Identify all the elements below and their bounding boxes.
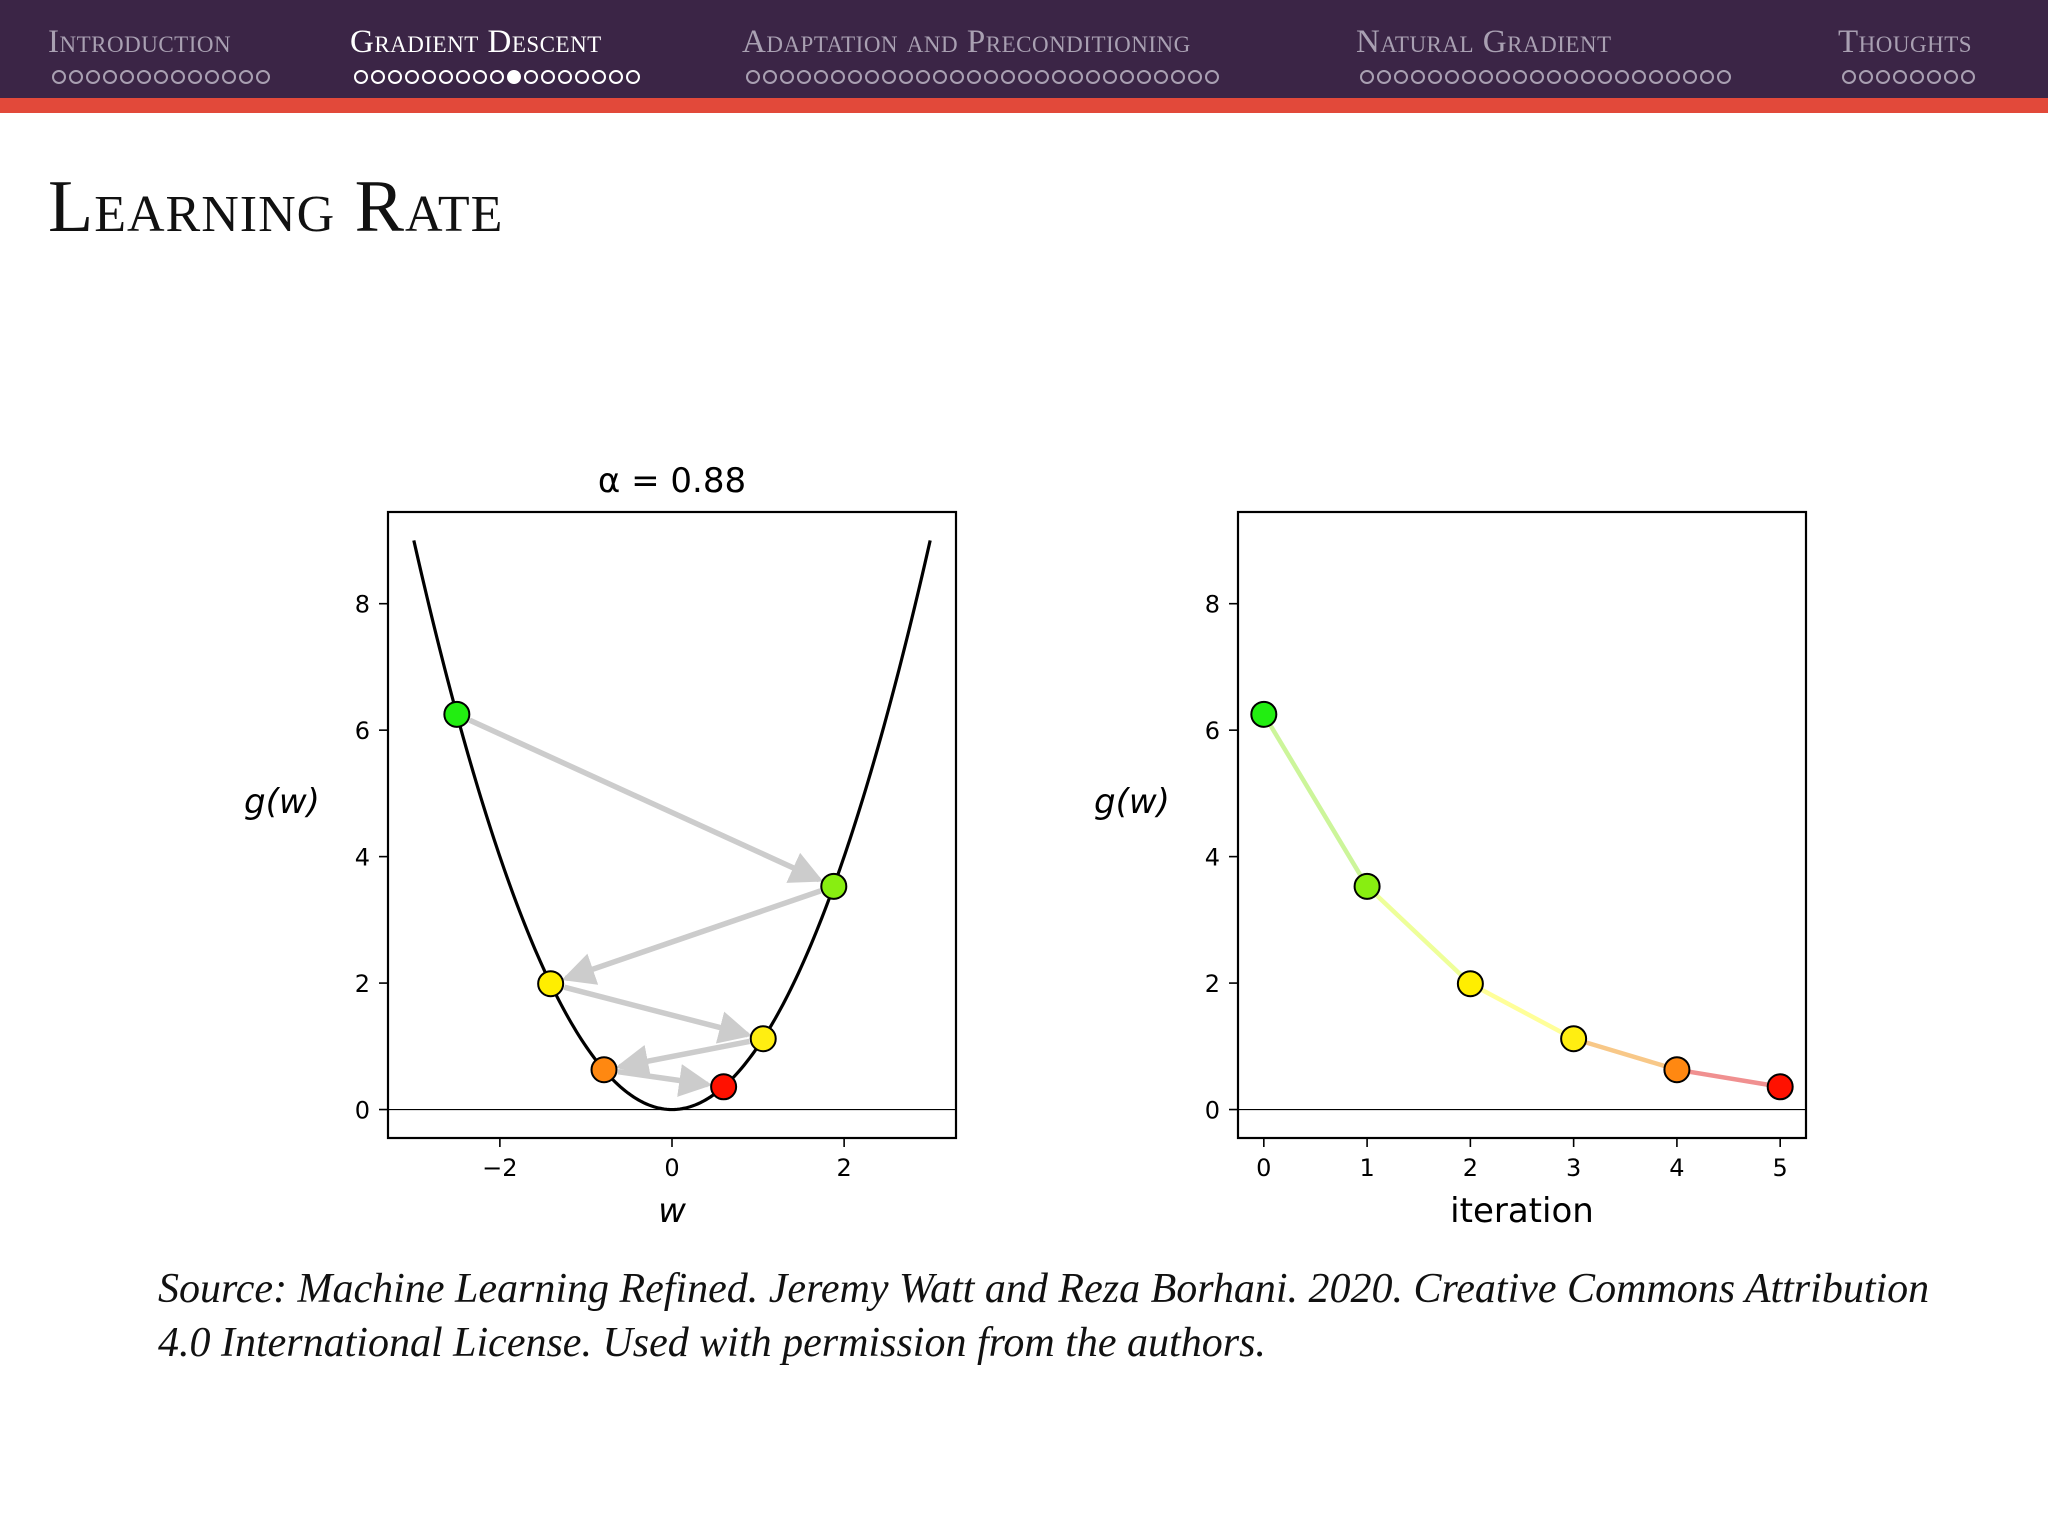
nav-section-thoughts[interactable]: Thoughts xyxy=(1838,24,1973,60)
slide-title: Learning Rate xyxy=(48,166,504,248)
x-tick-label: 5 xyxy=(1772,1154,1788,1182)
y-axis-label: g(w) xyxy=(1094,782,1170,822)
step-arrow xyxy=(618,1072,708,1085)
y-tick-label: 8 xyxy=(1204,590,1220,619)
step-arrow xyxy=(566,891,821,979)
cost-history-segment xyxy=(1470,984,1573,1039)
descent-point xyxy=(751,1026,776,1051)
y-axis-label: g(w) xyxy=(244,782,320,822)
x-tick-label: 2 xyxy=(1462,1154,1479,1182)
y-tick-label: 8 xyxy=(354,590,370,619)
descent-point xyxy=(444,702,469,727)
step-arrow xyxy=(564,987,748,1034)
descent-point xyxy=(592,1057,617,1082)
y-tick-label: 4 xyxy=(354,843,370,872)
x-tick-label: −2 xyxy=(482,1154,518,1182)
y-tick-label: 4 xyxy=(1204,843,1220,872)
plot-frame xyxy=(1238,512,1806,1138)
descent-point xyxy=(711,1074,736,1099)
step-arrow xyxy=(470,720,820,880)
y-tick-label: 2 xyxy=(1204,970,1220,999)
nav-section-gradient-descent[interactable]: Gradient Descent xyxy=(350,24,602,60)
chart-title: α = 0.88 xyxy=(597,461,747,501)
x-axis-label: w xyxy=(658,1191,686,1231)
iteration-point xyxy=(1561,1026,1586,1051)
x-tick-label: 0 xyxy=(1256,1154,1272,1182)
y-tick-label: 6 xyxy=(354,717,370,746)
plot-frame xyxy=(388,512,956,1138)
iteration-point xyxy=(1664,1057,1689,1082)
iteration-point xyxy=(1458,971,1483,996)
source-citation: Source: Machine Learning Refined. Jeremy Watt and Reza Borhani. 2020. Creative Commons Attribution 4.0 International License. Used with permission from the authors. xyxy=(158,1266,1930,1366)
cost-history-segment xyxy=(1677,1070,1780,1087)
cost-history-segment xyxy=(1264,714,1367,886)
nav-section-natural-gradient[interactable]: Natural Gradient xyxy=(1356,24,1612,60)
step-arrow xyxy=(620,1041,750,1066)
x-tick-label: 4 xyxy=(1669,1154,1685,1182)
x-axis-label: iteration xyxy=(1450,1191,1594,1231)
y-tick-label: 2 xyxy=(354,970,370,999)
x-tick-label: 0 xyxy=(664,1154,680,1182)
y-tick-label: 6 xyxy=(1204,717,1220,746)
iteration-point xyxy=(1355,874,1380,899)
x-tick-label: 3 xyxy=(1565,1154,1582,1182)
cost-history-segment xyxy=(1574,1039,1677,1070)
cost-curve xyxy=(414,540,930,1109)
descent-point xyxy=(538,971,563,996)
nav-section-adaptation-and-preconditioning[interactable]: Adaptation and Preconditioning xyxy=(742,24,1191,60)
cost-history-segment xyxy=(1367,886,1470,983)
y-tick-label: 0 xyxy=(1204,1096,1220,1125)
x-tick-label: 1 xyxy=(1359,1154,1375,1182)
nav-section-introduction[interactable]: Introduction xyxy=(48,24,232,60)
x-tick-label: 2 xyxy=(836,1154,852,1182)
y-tick-label: 0 xyxy=(354,1096,370,1125)
iteration-point xyxy=(1251,702,1276,727)
descent-point xyxy=(821,874,846,899)
iteration-point xyxy=(1768,1074,1793,1099)
